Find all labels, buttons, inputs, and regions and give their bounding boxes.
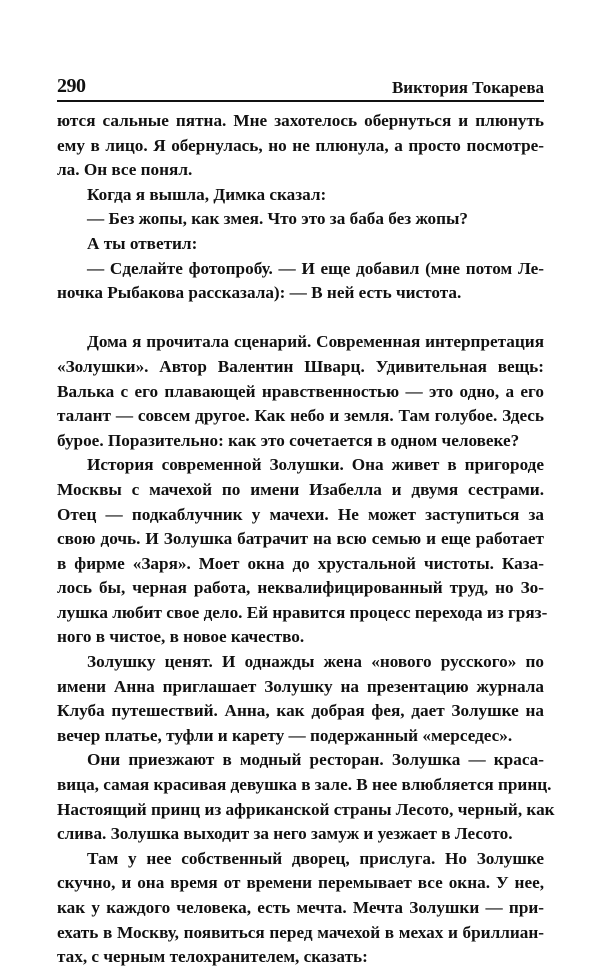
page-header <box>57 70 544 102</box>
text-line: Клуба путешествий. Анна, как добрая фея, дает Золушке на <box>57 701 544 721</box>
text-line: «Золушки». Автор Валентин Шварц. Удивительная вещь: <box>57 356 544 376</box>
text-line: Валька с его плавающей нравственностью — это одно, а его <box>57 381 544 401</box>
text-line: в фирме «Заря». Моет окна до хрустальной чистоты. Каза- <box>57 553 544 573</box>
running-head-author: Виктория Токарева <box>391 78 544 97</box>
text-line: вица, самая красивая девушка в зале. В нее влюбляется принц. <box>57 775 552 795</box>
paragraph <box>57 847 544 970</box>
text-line: Отец — подкаблучник у мачехи. Не может заступиться за <box>57 504 544 524</box>
text-line: имени Анна приглашает Золушку на презентацию журнала <box>57 676 544 696</box>
text-line: — Сделайте фотопробу. — И еще добавил (мне потом Ле- <box>87 258 544 278</box>
text-line: тах, с черным телохранителем, сказать: <box>57 947 368 967</box>
section-break <box>57 306 544 331</box>
text-line: ехать в Москву, появиться перед мачехой в мехах и бриллиан- <box>57 922 544 942</box>
text-line: ла. Он все понял. <box>57 160 193 180</box>
text-line: — Без жопы, как змея. Что это за баба без жопы? <box>87 209 469 229</box>
text-line: как у каждого человека, есть мечта. Мечта Золушки — при- <box>57 898 544 917</box>
text-line: лось бы, черная работа, неквалифицированный труд, но Зо- <box>57 578 544 598</box>
paragraph <box>57 257 544 306</box>
paragraph <box>57 330 544 453</box>
text-line: лушка любит свое дело. Ей нравится процесс перехода из гряз- <box>57 602 548 622</box>
paragraph <box>57 232 544 257</box>
text-line: талант — совсем другое. Как небо и земля. Там голубое. Здесь <box>57 406 544 426</box>
text-line: скучно, и она время от времени перемывает все окна. У нее, <box>57 873 544 893</box>
page-number: 290 <box>57 75 86 97</box>
text-line: ются сальные пятна. Мне захотелось обернуться и плюнуть <box>57 111 544 130</box>
text-line: Когда я вышла, Димка сказал: <box>87 184 327 204</box>
text-line: Москвы с мачехой по имени Изабелла и двумя сестрами. <box>57 479 544 499</box>
paragraph <box>57 748 555 846</box>
book-page <box>57 70 555 970</box>
text-line: свою дочь. И Золушка батрачит на всю семью и еще работает <box>57 529 544 549</box>
paragraph <box>57 453 548 650</box>
paragraph <box>57 207 544 232</box>
text-line: Они приезжают в модный ресторан. Золушка — краса- <box>87 750 544 770</box>
text-line: Золушку ценят. И однажды жена «нового русского» по <box>87 652 544 672</box>
paragraph <box>57 183 544 208</box>
paragraph <box>57 109 544 183</box>
body-text <box>57 109 555 970</box>
text-line: История современной Золушки. Она живет в пригороде <box>87 455 544 475</box>
text-line: вечер платье, туфли и карету — подержанный «мерседес». <box>57 725 513 745</box>
text-line: ночка Рыбакова рассказала): — В ней есть чистота. <box>57 283 462 303</box>
text-line: ного в чистое, в новое качество. <box>57 627 305 647</box>
text-line: Дома я прочитала сценарий. Современная интерпретация <box>87 332 544 352</box>
paragraph <box>57 650 544 748</box>
text-line: А ты ответил: <box>87 233 198 253</box>
text-line: Настоящий принц из африканской страны Лесото, черный, как <box>57 799 555 819</box>
text-line: бурое. Поразительно: как это сочетается в одном человеке? <box>57 430 520 450</box>
text-line: ему в лицо. Я обернулась, но не плюнула, а просто посмотре- <box>57 135 544 155</box>
text-line: слива. Золушка выходит за него замуж и уезжает в Лесото. <box>57 824 513 844</box>
text-line: Там у нее собственный дворец, прислуга. Но Золушке <box>87 848 544 868</box>
